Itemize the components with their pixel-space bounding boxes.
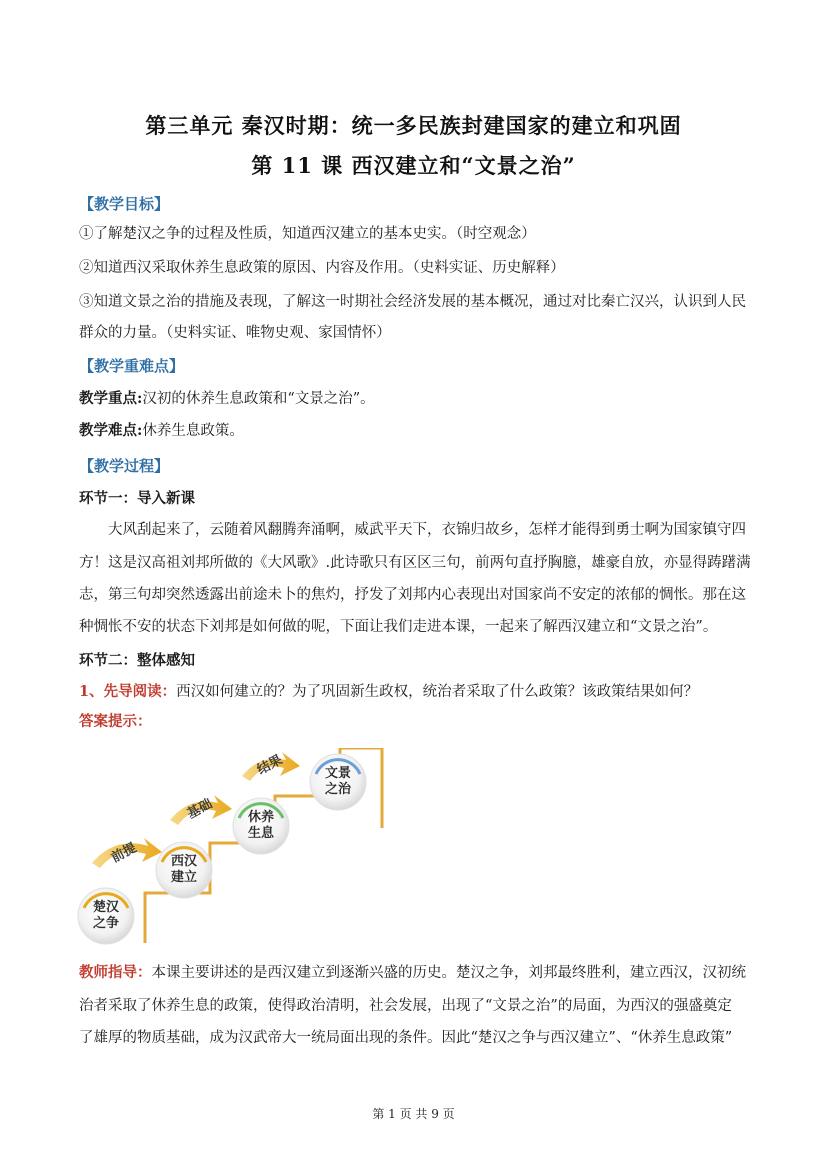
intro-paragraph-line: 方！这是汉高祖刘邦所做的《大风歌》.此诗歌只有区区三句，前两句直抒胸臆，雄豪自放，亦显得踌躇满 [79,555,751,571]
node-label [235,810,287,842]
node-label [312,766,364,798]
goal-item: 群众的力量。（史料实证、唯物史观、家国情怀） [79,325,391,341]
teacher-guidance [79,957,755,989]
teaching-difficulty-label: 教学难点: [79,422,143,439]
teacher-guidance-label: 教师指导： [79,964,152,981]
pre-reading-label: 1、先导阅读： [79,683,177,700]
arrow-label: 基础 [184,796,215,822]
lesson-title: 第 11 课 西汉建立和“文景之治” [251,153,576,178]
node-label-line: 之治 [324,782,351,797]
node-label-line: 休养 [247,810,274,825]
arrow-label: 前提 [108,840,139,866]
node-label-line: 文景 [324,766,351,781]
node-label-line: 西汉 [170,854,197,869]
teacher-guidance-line: 了雄厚的物质基础，成为汉武帝大一统局面出现的条件。因此“楚汉之争与西汉建立”、“休养生息政策” [79,1030,733,1046]
goal-item: ③知道文景之治的措施及表现，了解这一时期社会经济发展的基本概况，通过对比秦亡汉兴，认识到人民 [79,294,746,310]
node-label-line: 之争 [92,916,119,931]
step-one-heading: 环节一：导入新课 [79,490,195,507]
goal-item: ①了解楚汉之争的过程及性质，知道西汉建立的基本史实。（时空观念） [79,226,536,242]
node-label-line: 建立 [170,870,197,885]
node-label [158,854,210,886]
section-heading-keypoints: 【教学重难点】 [79,357,185,375]
teaching-focus-label: 教学重点: [79,390,143,407]
section-heading-process: 【教学过程】 [79,457,170,475]
pre-reading-text: 西汉如何建立的？为了巩固新生政权，统治者采取了什么政策？该政策结果如何？ [176,684,699,700]
page-number: 第 1 页 共 9 页 [372,1107,455,1121]
teaching-focus [79,383,755,415]
section-heading-goals: 【教学目标】 [79,195,170,213]
teaching-difficulty-text: 休养生息政策。 [142,423,244,439]
teacher-guidance-line: 治者采取了休养生息的政策，使得政治清明，社会发展，出现了“文景之治”的局面，为西汉的强盛奠定 [79,998,732,1014]
teaching-difficulty [79,415,755,447]
teaching-focus-text: 汉初的休养生息政策和“文景之治”。 [142,391,375,407]
answer-hint-label: 答案提示： [79,713,152,730]
intro-paragraph-line: 志，第三句却突然透露出前途未卜的焦灼，抒发了刘邦内心表现出对国家尚不安定的浓郁的惆怅。那在这 [79,587,746,603]
intro-paragraph-line: 大风刮起来了，云随着风翻腾奔涌啊，威武平天下，衣锦归故乡，怎样才能得到勇士啊为国家镇守四 [108,522,746,538]
pre-reading-question [79,676,755,708]
goal-item: ②知道西汉采取休养生息政策的原因、内容及作用。（史料实证、历史解释） [79,260,565,276]
intro-paragraph-line: 种惆怅不安的状态下刘邦是如何做的呢，下面让我们走进本课，一起来了解西汉建立和“文景之治”。 [79,619,718,635]
node-label [80,900,132,932]
node-label-line: 生息 [247,826,274,841]
teacher-guidance-line: 本课主要讲述的是西汉建立到逐渐兴盛的历史。楚汉之争，刘邦最终胜利，建立西汉，汉初统 [151,965,746,981]
staircase-diagram [70,748,400,948]
arrow-label: 结果 [254,752,285,778]
step-two-heading: 环节二：整体感知 [79,652,195,669]
unit-title: 第三单元 秦汉时期：统一多民族封建国家的建立和巩固 [145,113,682,138]
node-label-line: 楚汉 [92,900,119,915]
